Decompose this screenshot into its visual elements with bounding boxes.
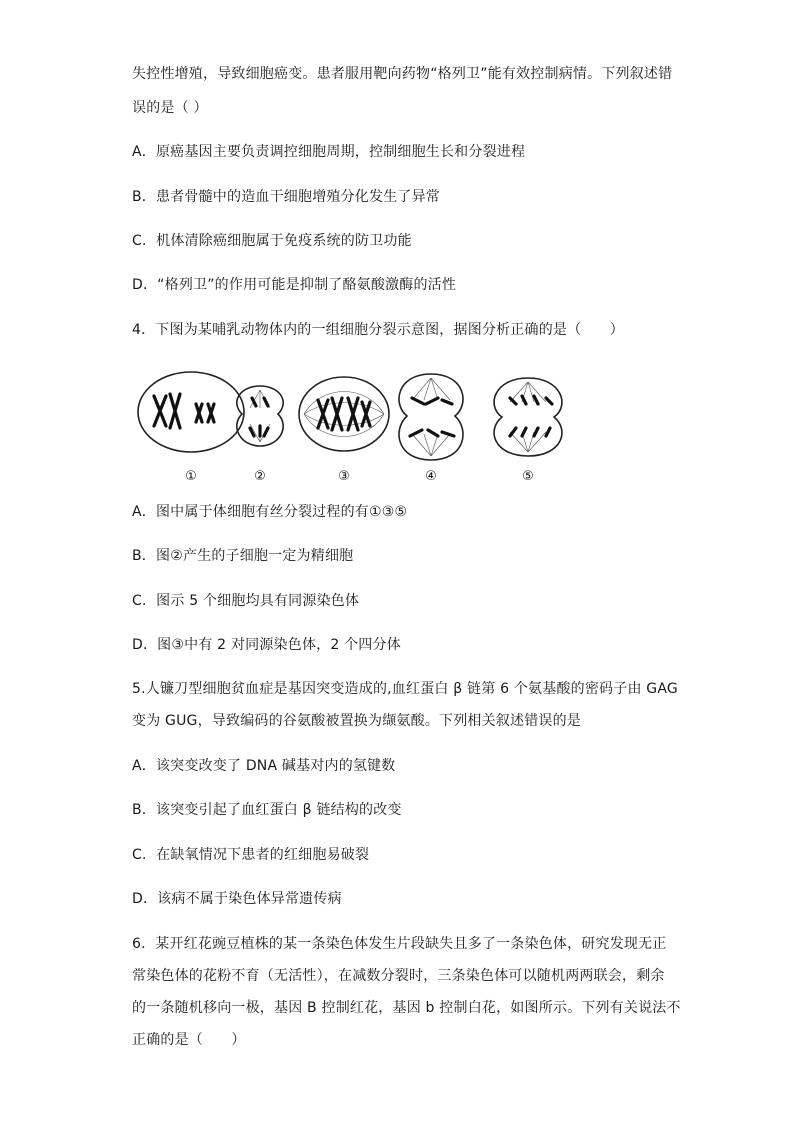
cell-division-figure — [132, 364, 582, 489]
q4-option-d: D．图③中有 2 对同源染色体，2 个四分体 — [132, 637, 401, 653]
cell-5-chromosome — [510, 428, 550, 436]
cell-5-chromosome — [510, 396, 552, 404]
cell-1-outline — [138, 372, 244, 452]
cell-1-chromosome — [170, 394, 180, 428]
q5-stem-line1: 5.人镰刀型细胞贫血症是基因突变造成的,血红蛋白 β 链第 6 个氨基酸的密码子由 GAG — [132, 681, 678, 697]
figure-label-4: ④ — [425, 469, 437, 484]
q5-option-b: B．该突变引起了血红蛋白 β 链结构的改变 — [132, 802, 402, 818]
q5-stem-line2: 变为 GUG，导致编码的谷氨酸被置换为缬氨酸。下列相关叙述错误的是 — [132, 713, 581, 729]
cell-4-outline — [399, 374, 463, 460]
q6-stem-line4: 正确的是（ ） — [132, 1032, 246, 1048]
q3-option-c: C．机体清除癌细胞属于免疫系统的防卫功能 — [132, 233, 412, 249]
q4-option-a: A．图中属于体细胞有丝分裂过程的有①③⑤ — [132, 504, 408, 520]
figure-label-5: ⑤ — [522, 469, 534, 484]
figure-label-2: ② — [254, 469, 266, 484]
q6-stem-line2: 常染色体的花粉不育（无活性），在减数分裂时，三条染色体可以随机两两联会，剩余 — [132, 968, 665, 984]
q5-option-c: C．在缺氧情况下患者的红细胞易破裂 — [132, 847, 370, 863]
figure-label-3: ③ — [338, 469, 350, 484]
q4-option-c: C．图示 5 个细胞均具有同源染色体 — [132, 593, 360, 609]
chromosomes — [154, 394, 552, 436]
cell-3-outline — [299, 377, 389, 451]
cell-4-chromosome — [412, 398, 452, 404]
q3-option-a: A．原癌基因主要负责调控细胞周期，控制细胞生长和分裂进程 — [132, 144, 526, 160]
cell-1-chromosome — [208, 404, 214, 422]
cell-division-diagram — [132, 364, 582, 489]
q6-stem-line1: 6．某开红花豌豆植株的某一条染色体发生片段缺失且多了一条染色体，研究发现无正 — [132, 936, 667, 952]
q3-option-d: D．“格列卫”的作用可能是抑制了酪氨酸激酶的活性 — [132, 277, 457, 293]
q3-stem-line1: 失控性增殖，导致细胞癌变。患者服用靶向药物“格列卫”能有效控制病情。下列叙述错 — [132, 66, 673, 82]
cell-3-chromosome — [318, 400, 328, 428]
q4-stem: 4．下图为某哺乳动物体内的一组细胞分裂示意图，据图分析正确的是（ ） — [132, 322, 624, 338]
figure-label-1: ① — [185, 469, 197, 484]
q3-option-b: B．患者骨髓中的造血干细胞增殖分化发生了异常 — [132, 189, 441, 205]
cell-3-chromosome — [348, 398, 358, 430]
q6-stem-line3: 的一条随机移向一极，基因 B 控制红花，基因 b 控制白花，如图所示。下列有关说法不 — [132, 1000, 681, 1016]
cell-5-outline — [494, 378, 562, 456]
cell-4-chromosome — [410, 430, 454, 436]
q3-stem-line2: 误的是（ ） — [132, 100, 208, 116]
q5-option-a: A．该突变改变了 DNA 碱基对内的氢键数 — [132, 758, 396, 774]
cell-1-chromosome — [196, 404, 202, 422]
cell-2-chromosome — [250, 426, 268, 436]
q4-option-b: B．图②产生的子细胞一定为精细胞 — [132, 548, 354, 564]
q5-option-d: D．该病不属于染色体异常遗传病 — [132, 891, 342, 907]
cell-1-chromosome — [154, 396, 166, 426]
